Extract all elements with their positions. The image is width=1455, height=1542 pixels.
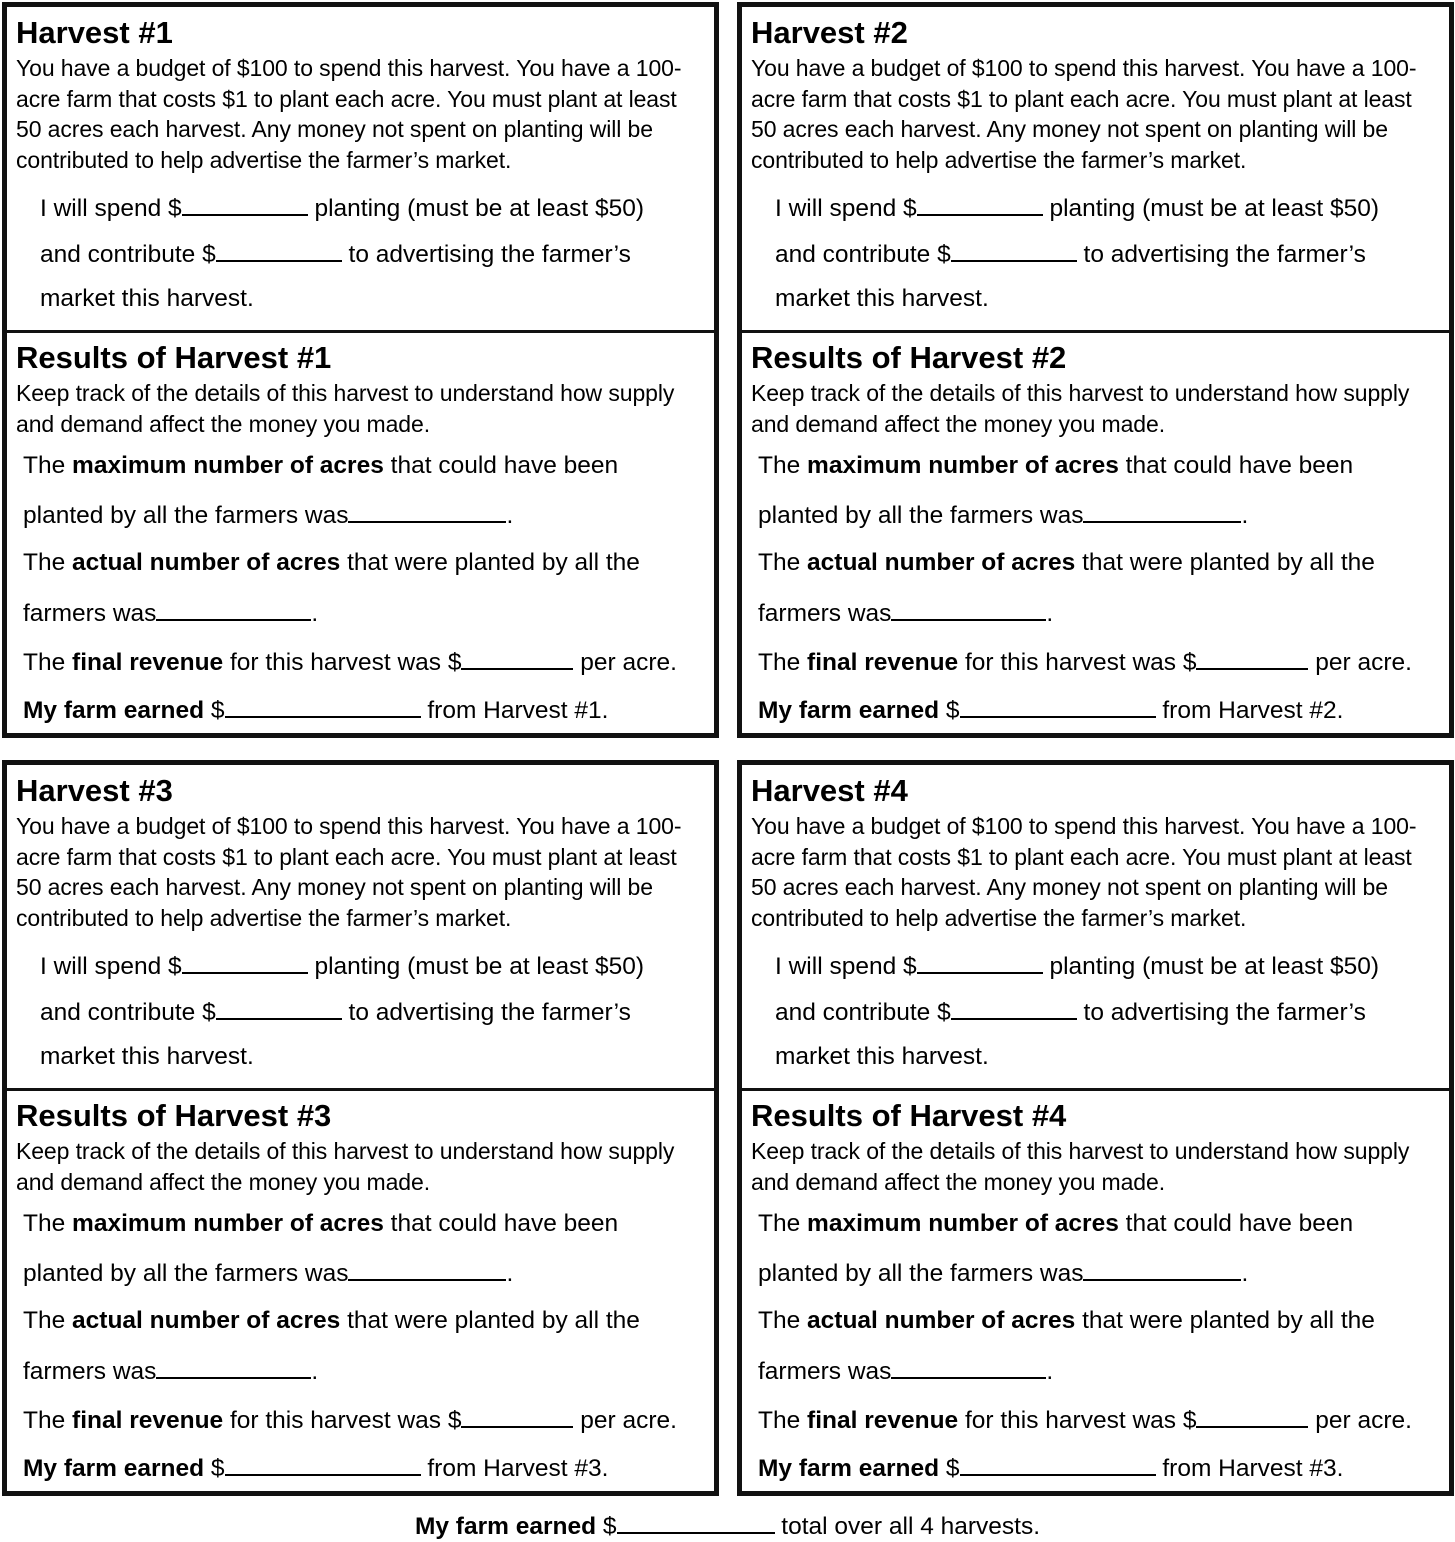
spend-line: I will spend $ planting (must be at least $50): [40, 950, 644, 982]
actual-acres-line: The actual number of acres that were planted by all the: [758, 549, 1375, 576]
harvest-title: Harvest #3: [16, 773, 173, 808]
max-acres-blank[interactable]: [348, 1257, 506, 1281]
max-acres-blank[interactable]: [1083, 499, 1241, 523]
harvest-results-section: [7, 1091, 714, 1491]
max-acres-line-2: planted by all the farmers was .: [758, 1257, 1248, 1289]
max-acres-line-2: planted by all the farmers was .: [23, 499, 513, 531]
harvest-card-3: [2, 760, 719, 1496]
harvest-instructions: You have a budget of $100 to spend this harvest. You have a 100-acre farm that costs $1 to plant each acre. You must plant at least 50 acres each harvest. Any money not spent on planting will be contributed to help advertise the farmer’s market.: [16, 55, 682, 173]
market-line: market this harvest.: [775, 1043, 989, 1070]
harvest-results-section: [7, 333, 714, 733]
revenue-line: The final revenue for this harvest was $ per acre.: [758, 1404, 1412, 1436]
max-acres-line: The maximum number of acres that could have been: [758, 452, 1354, 479]
spend-blank[interactable]: [182, 192, 308, 216]
actual-acres-line: The actual number of acres that were planted by all the: [23, 549, 640, 576]
spend-line: I will spend $ planting (must be at least $50): [775, 192, 1379, 224]
earned-line: My farm earned $ from Harvest #3.: [23, 1452, 608, 1484]
earned-line: My farm earned $ from Harvest #3.: [758, 1452, 1343, 1484]
market-line: market this harvest.: [40, 1043, 254, 1070]
max-acres-line: The maximum number of acres that could have been: [23, 1210, 619, 1237]
revenue-blank[interactable]: [461, 646, 573, 670]
revenue-line: The final revenue for this harvest was $ per acre.: [23, 646, 677, 678]
harvest-results-section: [742, 333, 1449, 733]
max-acres-line: The maximum number of acres that could have been: [23, 452, 619, 479]
actual-acres-blank[interactable]: [891, 1355, 1046, 1379]
spend-line: I will spend $ planting (must be at least $50): [775, 950, 1379, 982]
results-title: Results of Harvest #1: [16, 340, 332, 375]
earned-blank[interactable]: [225, 1452, 421, 1476]
actual-acres-line-2: farmers was .: [23, 597, 318, 629]
max-acres-blank[interactable]: [1083, 1257, 1241, 1281]
harvest-card-1: [2, 2, 719, 738]
results-title: Results of Harvest #3: [16, 1098, 332, 1133]
contribute-line: and contribute $ to advertising the farmer’s: [40, 238, 631, 270]
contribute-line: and contribute $ to advertising the farmer’s: [775, 238, 1366, 270]
results-instructions: Keep track of the details of this harvest to understand how supply and demand affect the money you made.: [16, 1138, 675, 1195]
spend-blank[interactable]: [182, 950, 308, 974]
harvest-plan-section: [7, 765, 714, 1091]
earned-blank[interactable]: [225, 694, 421, 718]
actual-acres-line-2: farmers was .: [758, 597, 1053, 629]
contribute-line: and contribute $ to advertising the farmer’s: [40, 996, 631, 1028]
harvest-instructions: You have a budget of $100 to spend this harvest. You have a 100-acre farm that costs $1 to plant each acre. You must plant at least 50 acres each harvest. Any money not spent on planting will be contributed to help advertise the farmer’s market.: [16, 813, 682, 931]
actual-acres-blank[interactable]: [156, 1355, 311, 1379]
harvest-card-2: [737, 2, 1454, 738]
actual-acres-blank[interactable]: [891, 597, 1046, 621]
results-instructions: Keep track of the details of this harvest to understand how supply and demand affect the money you made.: [16, 380, 675, 437]
market-line: market this harvest.: [40, 285, 254, 312]
revenue-blank[interactable]: [1196, 646, 1308, 670]
harvest-plan-section: [742, 765, 1449, 1091]
actual-acres-line-2: farmers was .: [758, 1355, 1053, 1387]
total-earned-blank[interactable]: [617, 1510, 775, 1534]
results-instructions: Keep track of the details of this harvest to understand how supply and demand affect the money you made.: [751, 1138, 1410, 1195]
harvest-instructions: You have a budget of $100 to spend this harvest. You have a 100-acre farm that costs $1 to plant each acre. You must plant at least 50 acres each harvest. Any money not spent on planting will be contributed to help advertise the farmer’s market.: [751, 55, 1417, 173]
market-line: market this harvest.: [775, 285, 989, 312]
spend-blank[interactable]: [917, 192, 1043, 216]
contribute-line: and contribute $ to advertising the farmer’s: [775, 996, 1366, 1028]
actual-acres-line: The actual number of acres that were planted by all the: [758, 1307, 1375, 1334]
spend-line: I will spend $ planting (must be at least $50): [40, 192, 644, 224]
earned-line: My farm earned $ from Harvest #1.: [23, 694, 608, 726]
actual-acres-line-2: farmers was .: [23, 1355, 318, 1387]
spend-blank[interactable]: [917, 950, 1043, 974]
harvest-plan-section: [7, 7, 714, 333]
harvest-plan-section: [742, 7, 1449, 333]
contribute-blank[interactable]: [216, 238, 342, 262]
max-acres-blank[interactable]: [348, 499, 506, 523]
results-title: Results of Harvest #2: [751, 340, 1067, 375]
revenue-blank[interactable]: [461, 1404, 573, 1428]
harvest-instructions: You have a budget of $100 to spend this harvest. You have a 100-acre farm that costs $1 to plant each acre. You must plant at least 50 acres each harvest. Any money not spent on planting will be contributed to help advertise the farmer’s market.: [751, 813, 1417, 931]
contribute-blank[interactable]: [951, 996, 1077, 1020]
actual-acres-line: The actual number of acres that were planted by all the: [23, 1307, 640, 1334]
results-instructions: Keep track of the details of this harvest to understand how supply and demand affect the money you made.: [751, 380, 1410, 437]
harvest-card-4: [737, 760, 1454, 1496]
earned-blank[interactable]: [960, 694, 1156, 718]
results-title: Results of Harvest #4: [751, 1098, 1067, 1133]
total-earned-line: My farm earned $ total over all 4 harvests.: [0, 1510, 1455, 1542]
harvest-results-section: [742, 1091, 1449, 1491]
contribute-blank[interactable]: [216, 996, 342, 1020]
earned-line: My farm earned $ from Harvest #2.: [758, 694, 1343, 726]
max-acres-line-2: planted by all the farmers was .: [758, 499, 1248, 531]
max-acres-line-2: planted by all the farmers was .: [23, 1257, 513, 1289]
revenue-blank[interactable]: [1196, 1404, 1308, 1428]
contribute-blank[interactable]: [951, 238, 1077, 262]
revenue-line: The final revenue for this harvest was $ per acre.: [23, 1404, 677, 1436]
harvest-title: Harvest #1: [16, 15, 173, 50]
actual-acres-blank[interactable]: [156, 597, 311, 621]
harvest-title: Harvest #2: [751, 15, 908, 50]
harvest-title: Harvest #4: [751, 773, 908, 808]
revenue-line: The final revenue for this harvest was $ per acre.: [758, 646, 1412, 678]
earned-blank[interactable]: [960, 1452, 1156, 1476]
max-acres-line: The maximum number of acres that could have been: [758, 1210, 1354, 1237]
